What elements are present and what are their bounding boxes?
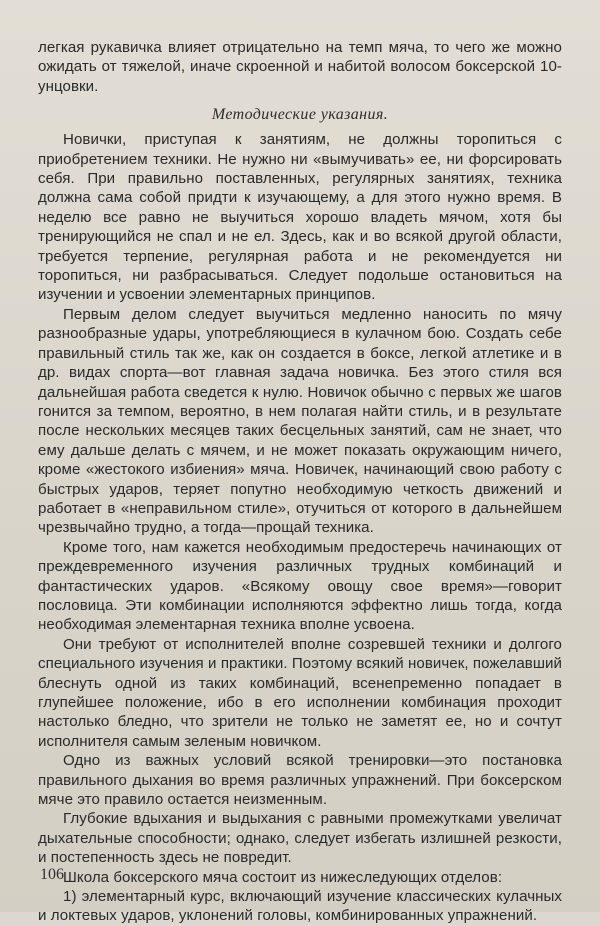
paragraph-1: Новички, приступая к занятиям, не должны торопиться с приобретением техники. Не нужно ни «вымучивать» ее, ни форсировать себя. При правильно поставленных, регулярных занятиях, техника должна сама собой придти к изучающему, а для этого нужно время. В неделю все равно не выучиться хорошо владеть мячом, хотя бы тренирующийся не спал и не ел. Здесь, как и во всякой другой области, требуется терпение, регулярная работа и не рекомендуется ни торопиться, ни разбрасываться. Следует подольше остановиться на изучении и усвоении элементарных принципов. <box>38 131 562 304</box>
paragraph-2: Первым делом следует выучиться медленно наносить по мячу разнообразные удары, употребляющиеся в кулачном бою. Создать себе правильный стиль так же, как он создается в боксе, легкой атлетике и в др. видах спорта—вот главная задача новичка. Без этого стиля вся дальнейшая работа сведется к нулю. Новичок обычно с первых же шагов гонится за темпом, вероятно, в нем полагая найти стиль, и в результате после нескольких месяцев таких бесцельных занятий, сам не знает, что ему дальше делать с мячем, и не может показать окружающим ничего, кроме «жестокого избиения» мяча. Новичек, начинающий свою работу с быстрых ударов, теряет попутно необходимую четкость движений и работает в «неправильном стиле», отучиться от которого в дальнейшем чрезвычайно трудно, а тогда—прощай техника. <box>38 305 562 537</box>
paragraph-4: Они требуют от исполнителей вполне созревшей техники и долгого специального изучения и практики. Поэтому всякий новичек, пожелавший блеснуть одной из таких комбинаций, всенепременно попадает в глупейшее положение, ибо в его исполнении комбинация проходит настолько бледно, что зрители не только не заметят ее, но и сочтут исполнителя самым зеленым новичком. <box>38 635 562 750</box>
page-number: 106 <box>40 866 64 883</box>
paragraph-5: Одно из важных условий всякой тренировки—это постановка правильного дыхания во время различных упражнений. При боксерском мяче это правило остается неизменным. <box>38 752 562 809</box>
section-heading: Методические указания. <box>211 106 389 124</box>
intro-paragraph: легкая рукавичка влияет отрицательно на темп мяча, то чего же можно ожидать от тяжелой, иначе скроенной и набитой волосом боксерской 10-унцовки. <box>38 39 562 95</box>
page-text <box>38 38 562 926</box>
paragraph-3: Кроме того, нам кажется необходимым предостеречь начинающих от преждевременного изучения различных трудных комбинаций и фантастических ударов. «Всякому овощу свое время»—говорит пословица. Эти комбинации исполняются эффектно лишь тогда, когда необходимая элементарная техника вполне усвоена. <box>38 538 562 634</box>
paragraph-7: Школа боксерского мяча состоит из нижеследующих отделов: <box>63 868 503 886</box>
list-item-1: 1) элементарный курс, включающий изучение классических кулачных и локтевых ударов, уклонений головы, комбинированных упражнений. <box>38 888 562 925</box>
paragraph-6: Глубокие вдыхания и выдыхания с равными промежутками увеличат дыхательные способности; однако, следует избегать излишней резкости, и постепенность здесь не повредит. <box>38 810 562 867</box>
